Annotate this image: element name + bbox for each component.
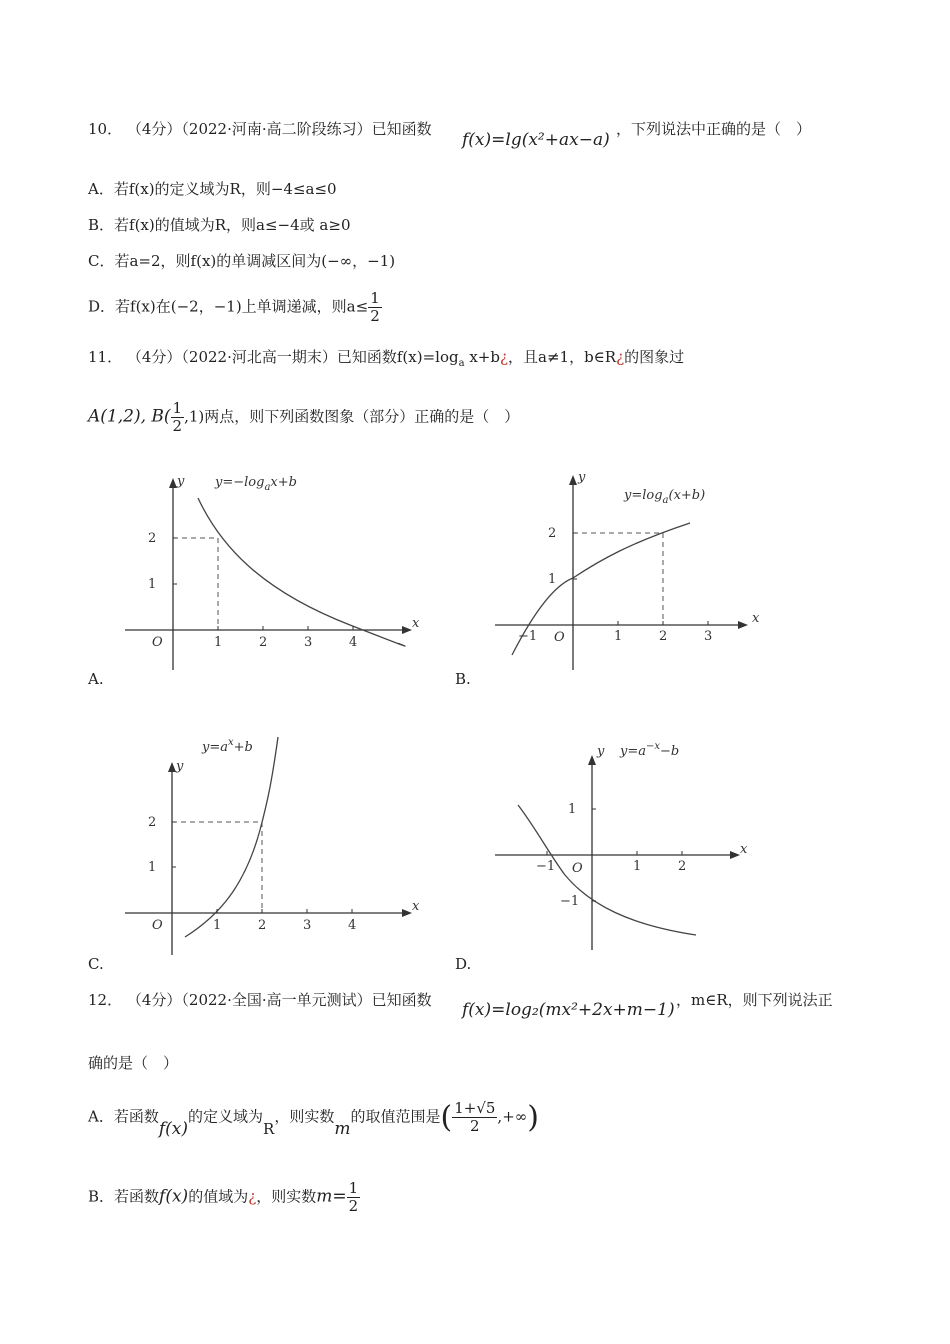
graph-b-x-arrow — [738, 621, 748, 629]
q12-stem: 12． （4分）（2022·全国·高一单元测试）已知函数 — [88, 991, 432, 1009]
graph-b-xlabel-2: 2 — [659, 629, 668, 644]
graph-a-svg — [120, 470, 420, 680]
q12-option-a-rparen: ) — [527, 1100, 539, 1135]
graph-b-x-name: x — [752, 611, 760, 626]
graph-c — [120, 735, 420, 964]
graph-b-xlabel-3: 3 — [704, 629, 713, 644]
graph-b-xlabel-neg1: −1 — [518, 629, 538, 644]
q12-formula: f(x)=log₂(mx²+2x+m−1) — [462, 1000, 675, 1020]
graph-a-ylabel-1: 1 — [148, 577, 157, 592]
graph-b-func-label: $y=\log_a(x+b)$ — [624, 488, 706, 506]
q10-option-d-fraction: $\frac{1}{2}$ — [370, 289, 380, 325]
graph-c-x-arrow — [402, 909, 412, 917]
graph-c-xlabel-1: 1 — [213, 918, 222, 933]
q10-option-d: D．若f(x)在(−2，−1)上单调递减，则a≤ $\frac{1}{2}$ — [88, 289, 380, 325]
q11-stem: 11． （4分）（2022·河北高一期末）已知函数$f(x)=\log_a$ x+b¿，且a≠1，b∈R¿的图象过 — [88, 348, 685, 369]
q10-stem: 10． （4分）（2022·河南·高二阶段练习）已知函数 — [88, 120, 432, 138]
graph-c-ylabel-1: 1 — [148, 860, 157, 875]
q12-line2: 确的是（ ） — [88, 1054, 179, 1072]
graph-a-option: A. — [88, 670, 104, 688]
graph-b-ylabel-1: 1 — [548, 572, 557, 587]
q10-formula: f(x)=lg(x²+ax−a) — [462, 130, 610, 150]
graph-a-xlabel-4: 4 — [349, 635, 358, 650]
q10-tail: ，下列说法中正确的是（ ） — [616, 120, 812, 138]
graph-d — [490, 735, 770, 964]
q11-points-line: A(1,2), B( $\frac{1}{2}$ ,1)两点，则下列函数图象（部分）正确的是（ ） — [88, 399, 520, 435]
graph-c-y-arrow — [168, 762, 176, 772]
graph-a-xlabel-1: 1 — [214, 635, 223, 650]
q12-option-a-lparen: ( — [440, 1100, 453, 1135]
graph-b-origin: O — [554, 630, 565, 645]
graph-d-x-arrow — [730, 851, 740, 859]
graph-c-origin: O — [152, 918, 163, 933]
graph-b-y-arrow — [569, 475, 577, 485]
graph-d-xlabel-1: 1 — [633, 859, 642, 874]
graph-a-origin: O — [152, 635, 163, 650]
graph-d-func-label: $y=a^{-x}-b$ — [620, 741, 680, 759]
graph-b-xlabel-1: 1 — [614, 629, 623, 644]
graph-c-xlabel-4: 4 — [348, 918, 357, 933]
graph-c-ylabel-2: 2 — [148, 815, 157, 830]
graph-d-option: D. — [455, 955, 472, 973]
graph-c-option: C. — [88, 955, 104, 973]
graph-a-x-name: x — [412, 616, 420, 631]
graph-d-y-name: y — [597, 744, 605, 759]
graph-d-x-name: x — [740, 842, 748, 857]
q11-fraction: $\frac{1}{2}$ — [172, 399, 183, 435]
graph-d-svg — [490, 735, 770, 960]
q12-option-b: B．若函数f(x)的值域为¿，则实数m= $\frac{1}{2}$ — [88, 1179, 359, 1215]
q10-option-c: C．若a=2，则f(x)的单调减区间为(−∞，−1) — [88, 252, 396, 270]
graph-a-xlabel-3: 3 — [304, 635, 313, 650]
graph-d-ylabel-1: 1 — [568, 802, 577, 817]
q12-tail: ，m∈R，则下列说法正 — [676, 991, 833, 1009]
graph-c-svg — [120, 735, 420, 960]
graph-d-y-arrow — [588, 755, 596, 765]
graph-b-y-name: y — [578, 470, 586, 485]
graph-a-xlabel-2: 2 — [259, 635, 268, 650]
graph-b-option: B. — [455, 670, 471, 688]
q12-option-a: A．若函数f(x)的定义域为R，则实数m的取值范围是( $\frac{1+√5}{2}$ ,+∞) — [88, 1099, 539, 1139]
graph-c-xlabel-3: 3 — [303, 918, 312, 933]
graph-a-curve — [198, 498, 405, 646]
graph-b-svg — [490, 465, 770, 675]
graph-d-xlabel-neg1: −1 — [536, 859, 556, 874]
q10-option-a: A．若f(x)的定义域为R，则−4≤a≤0 — [88, 180, 337, 198]
graph-d-xlabel-2: 2 — [678, 859, 687, 874]
graph-a-x-arrow — [402, 626, 412, 634]
graph-d-ylabel-neg1: −1 — [560, 894, 580, 909]
graph-c-x-name: x — [412, 899, 420, 914]
graph-c-func-label: $y=a^x+b$ — [202, 737, 253, 755]
graph-b — [490, 465, 770, 679]
graph-c-y-name: y — [176, 759, 184, 774]
q10-option-b: B．若f(x)的值域为R，则a≤−4或 a≥0 — [88, 216, 351, 234]
graph-c-curve — [185, 737, 278, 937]
q12-option-b-fraction: $\frac{1}{2}$ — [348, 1179, 359, 1215]
graph-c-xlabel-2: 2 — [258, 918, 267, 933]
graph-a-y-arrow — [169, 478, 177, 488]
graph-a-y-name: y — [177, 474, 185, 489]
graph-a — [120, 470, 420, 684]
graph-a-func-label: $y=-\log_ax+b$ — [215, 475, 297, 493]
graph-a-ylabel-2: 2 — [148, 531, 157, 546]
graph-b-ylabel-2: 2 — [548, 526, 557, 541]
q12-option-a-fraction: $\frac{1+√5}{2}$ — [454, 1099, 496, 1135]
graph-d-origin: O — [572, 861, 583, 876]
